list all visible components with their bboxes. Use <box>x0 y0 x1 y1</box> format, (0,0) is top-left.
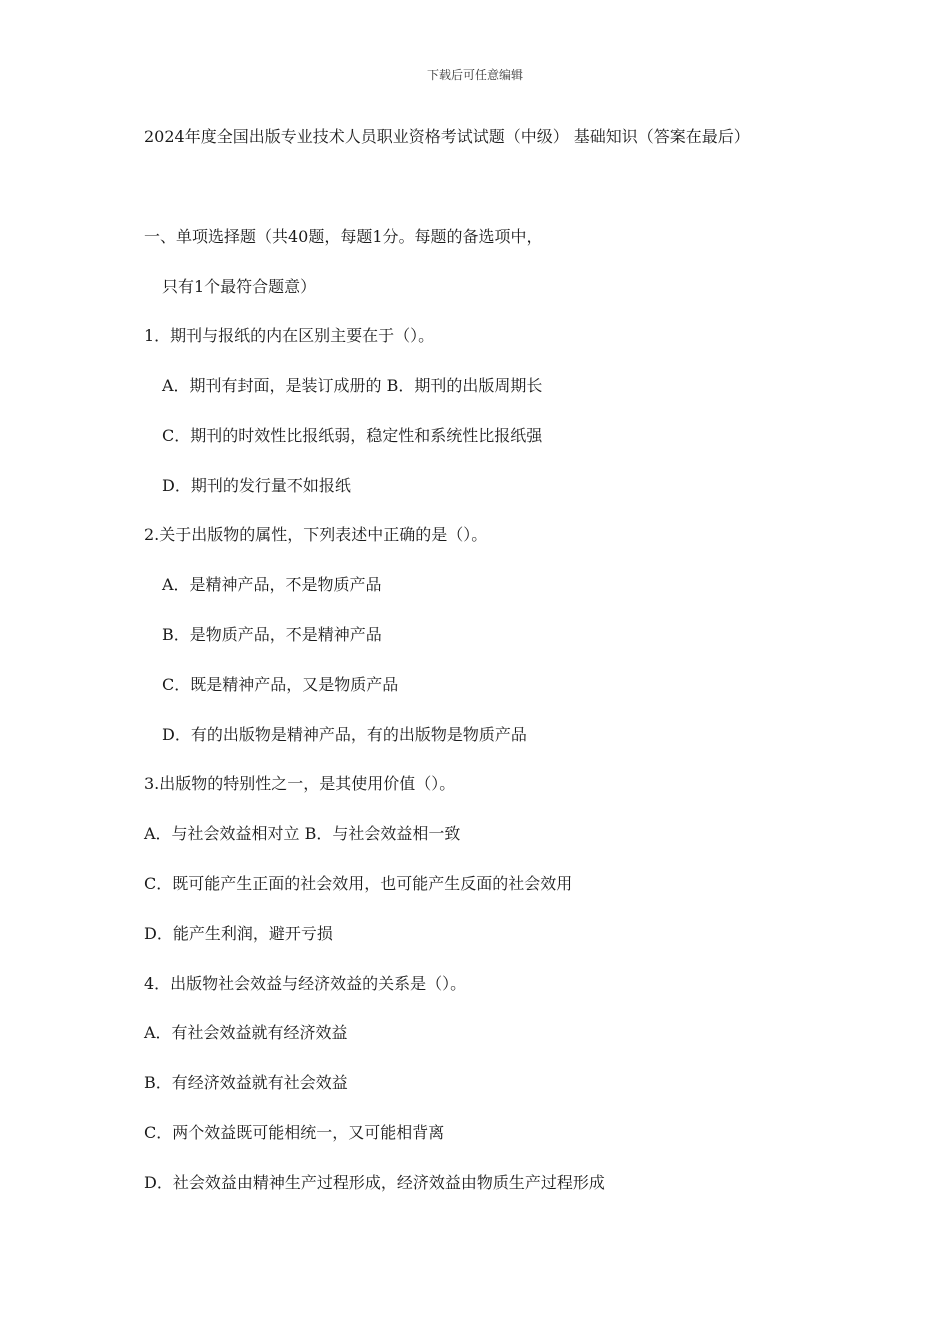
question-4-stem: 4．出版物社会效益与经济效益的关系是（）。 <box>144 974 467 993</box>
question-1-option-c: C．期刊的时效性比报纸弱，稳定性和系统性比报纸强 <box>162 426 543 445</box>
section-heading-cont: 只有1个最符合题意） <box>162 277 317 296</box>
question-1-stem: 1．期刊与报纸的内在区别主要在于（）。 <box>144 326 435 345</box>
question-3-option-d: D．能产生利润，避开亏损 <box>144 924 333 943</box>
header-note: 下载后可任意编辑 <box>426 68 523 82</box>
question-2-option-d: D．有的出版物是精神产品，有的出版物是物质产品 <box>162 725 527 744</box>
question-2-option-c: C．既是精神产品，又是物质产品 <box>162 675 399 694</box>
section-heading: 一、单项选择题（共40题，每题1分。每题的备选项中， <box>144 227 543 246</box>
question-1-option-a: A．期刊有封面，是装订成册的 B．期刊的出版周期长 <box>162 376 543 395</box>
question-3-option-c: C．既可能产生正面的社会效用，也可能产生反面的社会效用 <box>144 874 573 893</box>
question-4-option-d: D．社会效益由精神生产过程形成，经济效益由物质生产过程形成 <box>144 1173 605 1192</box>
question-4-option-a: A．有社会效益就有经济效益 <box>144 1023 348 1042</box>
document-title: 2024年度全国出版专业技术人员职业资格考试试题（中级） 基础知识（答案在最后） <box>144 127 750 146</box>
question-1-option-d: D．期刊的发行量不如报纸 <box>162 476 351 495</box>
question-4-option-c: C．两个效益既可能相统一，又可能相背离 <box>144 1123 445 1142</box>
question-2-option-a: A．是精神产品，不是物质产品 <box>162 575 382 594</box>
question-4-option-b: B．有经济效益就有社会效益 <box>144 1073 348 1092</box>
question-2-option-b: B．是物质产品，不是精神产品 <box>162 625 382 644</box>
question-2-stem: 2.关于出版物的属性，下列表述中正确的是（）。 <box>144 525 488 544</box>
question-3-option-ab: A．与社会效益相对立 B．与社会效益相一致 <box>144 824 461 843</box>
question-3-stem: 3.出版物的特别性之一，是其使用价值（）。 <box>144 774 456 793</box>
